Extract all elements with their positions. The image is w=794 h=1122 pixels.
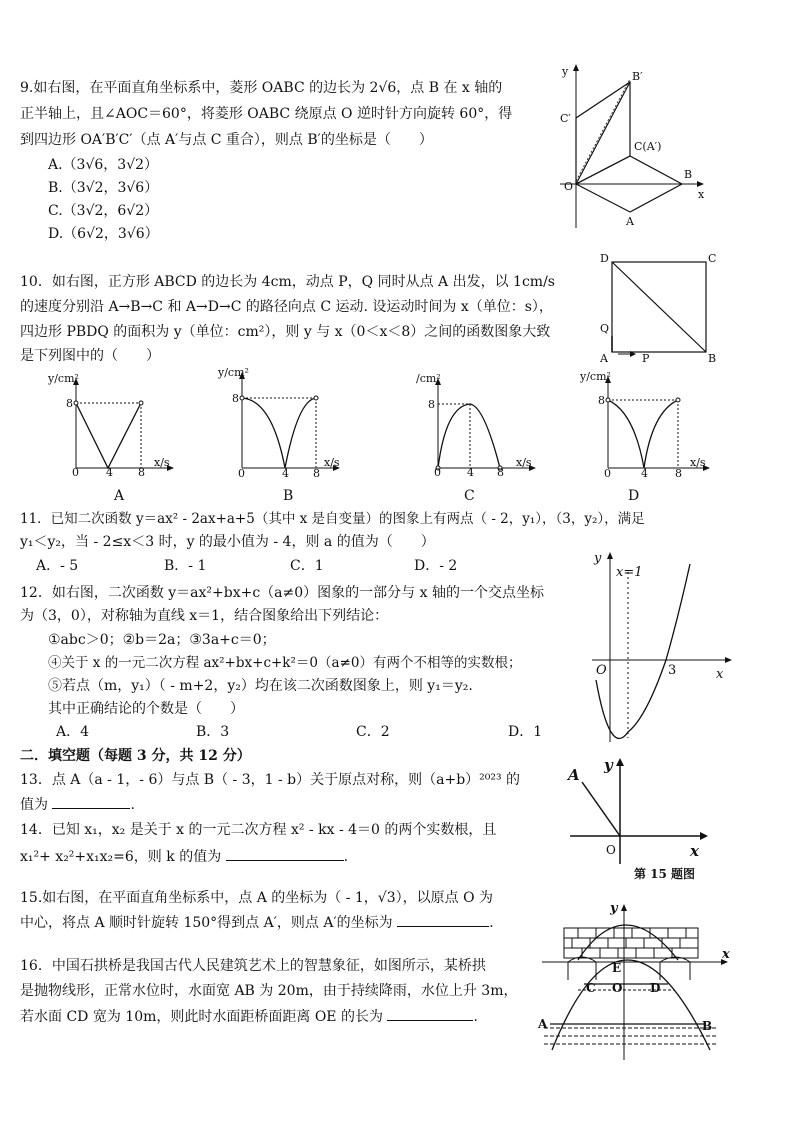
- q14-line-2: x₁²+ x₂²+x₁x₂=6，则 k 的值为 .: [20, 846, 348, 867]
- q12-line-3: ①abc＞0；②b＝2a；③3a+c＝0；: [48, 632, 276, 648]
- graph-d-tick-0: 0: [604, 467, 611, 478]
- q9-fig-x-label: x: [698, 188, 705, 201]
- graph-b-tick-4: 4: [282, 467, 289, 478]
- graph-b-xlabel: x/s: [324, 456, 340, 469]
- q16-fig-y-label: y: [610, 901, 618, 916]
- q9-figure: [552, 58, 712, 238]
- q10-fig-a-label: A: [600, 352, 608, 365]
- q14-line-2-text: x₁²+ x₂²+x₁x₂=6，则 k 的值为: [20, 849, 222, 865]
- graph-c-ylabel: /cm²: [416, 372, 441, 385]
- q12-fig-axis-label: x=1: [616, 565, 643, 580]
- graph-d-ylabel: y/cm²: [580, 370, 611, 383]
- q16-fig-o-label: O: [612, 981, 623, 995]
- graph-a-tick-0: 0: [72, 466, 79, 478]
- q16-fig-x-label: x: [722, 947, 730, 962]
- q12-option-a[interactable]: A．4: [56, 724, 90, 740]
- q9-line-1: 9.如右图，在平面直角坐标系中，菱形 OABC 的边长为 2√6，点 B 在 x 轴的: [20, 80, 503, 96]
- q10-fig-q-label: Q: [600, 322, 610, 335]
- graph-c-xlabel: x/s: [516, 456, 532, 469]
- q15-fig-o-label: O: [606, 843, 616, 857]
- graph-d-tick-x8: 8: [675, 467, 682, 478]
- q12-option-d[interactable]: D．1: [508, 724, 543, 740]
- q10-line-4: 是下列图中的（ ）: [20, 348, 160, 364]
- q16-line-3-text: 若水面 CD 宽为 10m，则此时水面距桥面距离 OE 的长为: [20, 1009, 383, 1025]
- q16-fig-d-label: D: [650, 981, 661, 995]
- q16-fig-b-label: B: [702, 1019, 713, 1033]
- q12-line-6: 其中正确结论的个数是（ ）: [48, 701, 244, 717]
- q12-option-b[interactable]: B．3: [196, 724, 230, 740]
- q12-fig-3-label: 3: [668, 663, 677, 678]
- q13-line-2-text: 值为: [20, 797, 48, 813]
- q16-answer-blank[interactable]: [387, 1006, 473, 1021]
- q15-answer-blank[interactable]: [397, 912, 489, 927]
- q9-fig-cprime-label: C′: [560, 112, 571, 125]
- q11-line-2: y₁＜y₂，当 - 2≤x＜3 时，y 的最小值为 - 4，则 a 的值为（ ）: [20, 534, 435, 550]
- q10-graph-c[interactable]: [408, 368, 538, 478]
- graph-c-caption: C: [464, 488, 475, 504]
- graph-b-ylabel: y/cm²: [218, 366, 249, 379]
- graph-c-tick-4: 4: [467, 466, 474, 478]
- q9-option-d[interactable]: D.（6√2，3√6）: [48, 226, 159, 242]
- q9-option-c[interactable]: C.（3√2，6√2）: [48, 203, 159, 219]
- q15-fig-caption: 第 15 题图: [634, 867, 696, 881]
- q9-fig-a-label: A: [626, 215, 634, 228]
- q14-answer-blank[interactable]: [226, 846, 344, 861]
- q10-line-2: 的速度分别沿 A→B→C 和 A→D→C 的路径向点 C 运动. 设运动时间为 x（单位：s），: [20, 299, 553, 315]
- graph-b-tick-0: 0: [238, 467, 245, 478]
- q12-line-5: ⑤若点（m，y₁）（ - m+2，y₂）均在该二次函数图象上，则 y₁＝y₂.: [48, 678, 473, 694]
- q10-fig-b-label: B: [708, 352, 717, 365]
- q10-line-3: 四边形 PBDQ 的面积为 y（单位：cm²），则 y 与 x（0＜x＜8）之间的函数图象大致: [20, 324, 551, 340]
- q10-line-1: 10．如右图，正方形 ABCD 的边长为 4cm，动点 P，Q 同时从点 A 出发，以 1cm/s: [20, 274, 555, 290]
- q12-line-2: 为（3，0），对称轴为直线 x＝1，结合图象给出下列结论：: [20, 608, 389, 624]
- q10-graph-a[interactable]: [46, 368, 176, 478]
- graph-c-tick-8: 8: [428, 398, 435, 411]
- q12-fig-x-label: x: [716, 667, 724, 682]
- q10-graph-d[interactable]: [578, 366, 718, 478]
- q10-fig-c-label: C: [708, 252, 717, 265]
- q9-line-3: 到四边形 OA′B′C′（点 A′与点 C 重合），则点 B′的坐标是（ ）: [20, 132, 433, 148]
- graph-d-tick-4: 4: [641, 467, 648, 478]
- q16-line-1: 16．中国石拱桥是我国古代人民建筑艺术上的智慧象征，如图所示，某桥拱: [20, 958, 486, 974]
- q15-fig-y-label: y: [604, 756, 613, 774]
- q15-line-2-text: 中心，将点 A 顺时针旋转 150°得到点 A′，则点 A′的坐标为: [20, 915, 393, 931]
- q15-fig-a-label: A: [568, 766, 580, 784]
- q11-option-a[interactable]: A．- 5: [36, 558, 79, 574]
- q11-option-b[interactable]: B．- 1: [164, 558, 207, 574]
- graph-a-xlabel: x/s: [154, 456, 170, 469]
- q16-bridge-figure: [538, 900, 738, 1066]
- graph-d-xlabel: x/s: [690, 456, 706, 469]
- q9-fig-o-label: O: [564, 180, 574, 193]
- q15-figure: [566, 752, 716, 888]
- q12-parabola-figure: [586, 548, 736, 744]
- q10-fig-d-label: D: [600, 252, 609, 265]
- q12-fig-y-label: y: [594, 551, 602, 566]
- q12-line-1: 12．如右图，二次函数 y＝ax²+bx+c（a≠0）图象的一部分与 x 轴的一个交点坐标: [20, 585, 544, 601]
- graph-a-tick-4: 4: [106, 466, 113, 478]
- q11-option-c[interactable]: C．1: [290, 558, 324, 574]
- q16-line-2: 是抛物线形，正常水位时，水面宽 AB 为 20m，由于持续降雨，水位上升 3m，: [20, 983, 518, 999]
- graph-b-tick-8: 8: [232, 392, 239, 405]
- q12-fig-o-label: O: [596, 663, 607, 678]
- section-2-heading: 二．填空题（每题 3 分，共 12 分）: [20, 748, 251, 764]
- graph-c-tick-x8: 8: [497, 466, 504, 478]
- q10-fig-p-label: P: [642, 352, 650, 365]
- q9-fig-b-label: B: [684, 168, 693, 181]
- graph-d-caption: D: [628, 488, 640, 504]
- q9-option-b[interactable]: B.（3√2，3√6）: [48, 180, 159, 196]
- q9-fig-c-label: C(A′): [634, 140, 662, 153]
- q9-fig-bprime-label: B′: [632, 70, 643, 83]
- graph-b-caption: B: [283, 488, 294, 504]
- graph-d-tick-8: 8: [598, 394, 605, 407]
- graph-a-tick-x8: 8: [138, 466, 145, 478]
- q14-line-1: 14．已知 x₁，x₂ 是关于 x 的一元二次方程 x² - kx - 4＝0 的两个实数根，且: [20, 822, 497, 838]
- graph-a-ylabel: y/cm²: [48, 372, 79, 385]
- q13-answer-blank[interactable]: [52, 794, 130, 809]
- q12-option-c[interactable]: C．2: [356, 724, 390, 740]
- q16-fig-c-label: C: [586, 981, 596, 995]
- q16-fig-a-label: A: [538, 1017, 548, 1031]
- q9-option-a[interactable]: A.（3√6，3√2）: [48, 157, 159, 173]
- q9-line-2: 正半轴上，且∠AOC＝60°，将菱形 OABC 绕原点 O 逆时针方向旋转 60°，得: [20, 106, 513, 122]
- q16-line-3: 若水面 CD 宽为 10m，则此时水面距桥面距离 OE 的长为 .: [20, 1006, 478, 1027]
- q15-line-1: 15.如右图，在平面直角坐标系中，点 A 的坐标为（ - 1，√3），以原点 O 为: [20, 890, 494, 906]
- q15-line-2: 中心，将点 A 顺时针旋转 150°得到点 A′，则点 A′的坐标为 .: [20, 912, 494, 933]
- q12-line-4: ④关于 x 的一元二次方程 ax²+bx+c+k²＝0（a≠0）有两个不相等的实数根；: [48, 655, 522, 671]
- q10-graph-b[interactable]: [212, 362, 342, 478]
- graph-c-tick-0: 0: [434, 466, 441, 478]
- graph-a-caption: A: [114, 488, 125, 504]
- q13-line-1: 13．点 A（a - 1，- 6）与点 B（ - 3，1 - b）关于原点对称，则（a+b）²⁰²³ 的: [20, 772, 521, 788]
- graph-b-tick-x8: 8: [313, 467, 320, 478]
- q11-line-1: 11．已知二次函数 y＝ax² - 2ax+a+5（其中 x 是自变量）的图象上有两点（ - 2，y₁），（3，y₂），满足: [20, 511, 645, 527]
- graph-a-tick-8: 8: [66, 397, 73, 410]
- q16-fig-e-label: E: [612, 961, 622, 975]
- q15-fig-x-label: x: [690, 842, 699, 860]
- q13-line-2: 值为 .: [20, 794, 135, 815]
- q10-square-figure: [596, 250, 726, 368]
- q11-option-d[interactable]: D．- 2: [414, 558, 458, 574]
- q9-fig-y-label: y: [562, 65, 569, 78]
